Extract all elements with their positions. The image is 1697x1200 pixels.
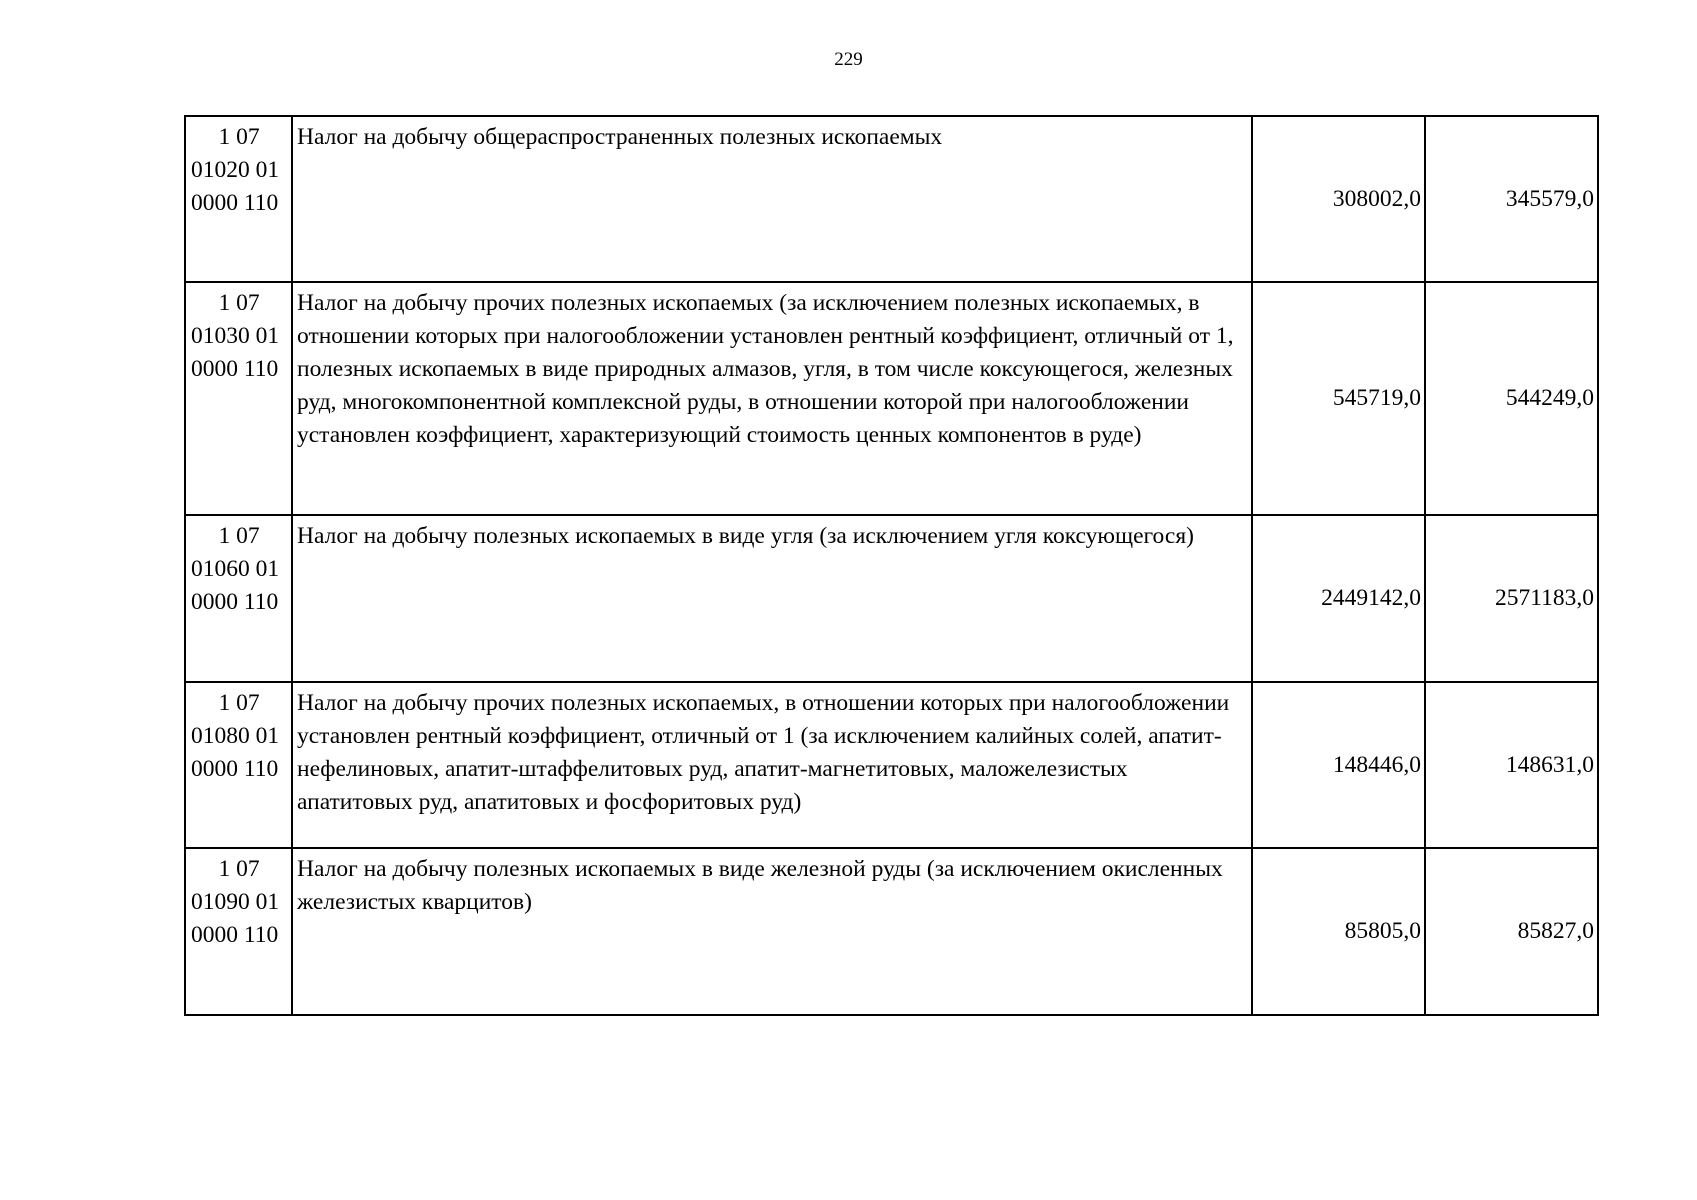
value-cell-year-1: 2449142,0 [1252,515,1425,682]
revenue-name-cell: Налог на добычу общераспространенных полезных ископаемых [292,116,1252,282]
budget-code-cell [185,848,292,1015]
table-row [185,682,1598,848]
table-row [185,116,1598,282]
value-cell-year-2: 544249,0 [1425,282,1598,515]
budget-code-line: 1 07 [218,523,260,549]
budget-code-line: 01080 01 [191,723,280,749]
value-cell-year-2: 85827,0 [1425,848,1598,1015]
table-row [185,282,1598,515]
budget-code-line: 0000 110 [191,922,279,948]
value-cell-year-1: 148446,0 [1252,682,1425,848]
revenue-name-cell: Налог на добычу прочих полезных ископаемых (за исключением полезных ископаемых, в отношении которых при налогообложении установлен рентный коэффициент, отличный от 1, полезных ископаемых в виде природных алмазов, угля, в том числе коксующегося, железных руд, многокомпонентной комплексной руды, в отношении которой при налогообложении установлен коэффициент, характеризующий стоимость ценных компонентов в руде) [292,282,1252,515]
budget-code-line: 01090 01 [191,889,280,915]
table-row [185,848,1598,1015]
page-number: 229 [834,49,863,70]
value-cell-year-2: 2571183,0 [1425,515,1598,682]
revenue-name-cell: Налог на добычу прочих полезных ископаемых, в отношении которых при налогообложении установлен рентный коэффициент, отличный от 1 (за исключением калийных солей, апатит-нефелиновых, апатит-штаффелитовых руд, апатит-магнетитовых, маложелезистых апатитовых руд, апатитовых и фосфоритовых руд) [292,682,1252,848]
value-cell-year-2: 148631,0 [1425,682,1598,848]
revenue-table [184,115,1599,1016]
budget-code-cell [185,116,292,282]
revenue-name-cell: Налог на добычу полезных ископаемых в виде угля (за исключением угля коксующегося) [292,515,1252,682]
budget-code-line: 0000 110 [191,356,279,382]
value-cell-year-1: 545719,0 [1252,282,1425,515]
value-cell-year-1: 85805,0 [1252,848,1425,1015]
value-cell-year-1: 308002,0 [1252,116,1425,282]
budget-code-cell [185,682,292,848]
budget-code-line: 01060 01 [191,556,280,582]
revenue-name-cell: Налог на добычу полезных ископаемых в виде железной руды (за исключением окисленных железистых кварцитов) [292,848,1252,1015]
budget-code-line: 01020 01 [191,157,280,183]
value-cell-year-2: 345579,0 [1425,116,1598,282]
budget-code-line: 1 07 [218,856,260,882]
budget-code-line: 0000 110 [191,190,279,216]
budget-code-line: 1 07 [218,690,260,716]
budget-code-line: 1 07 [218,124,260,150]
budget-code-line: 0000 110 [191,589,279,615]
budget-code-line: 01030 01 [191,323,280,349]
budget-code-line: 0000 110 [191,756,279,782]
budget-code-line: 1 07 [218,290,260,316]
budget-code-cell [185,515,292,682]
table-row [185,515,1598,682]
budget-code-cell [185,282,292,515]
